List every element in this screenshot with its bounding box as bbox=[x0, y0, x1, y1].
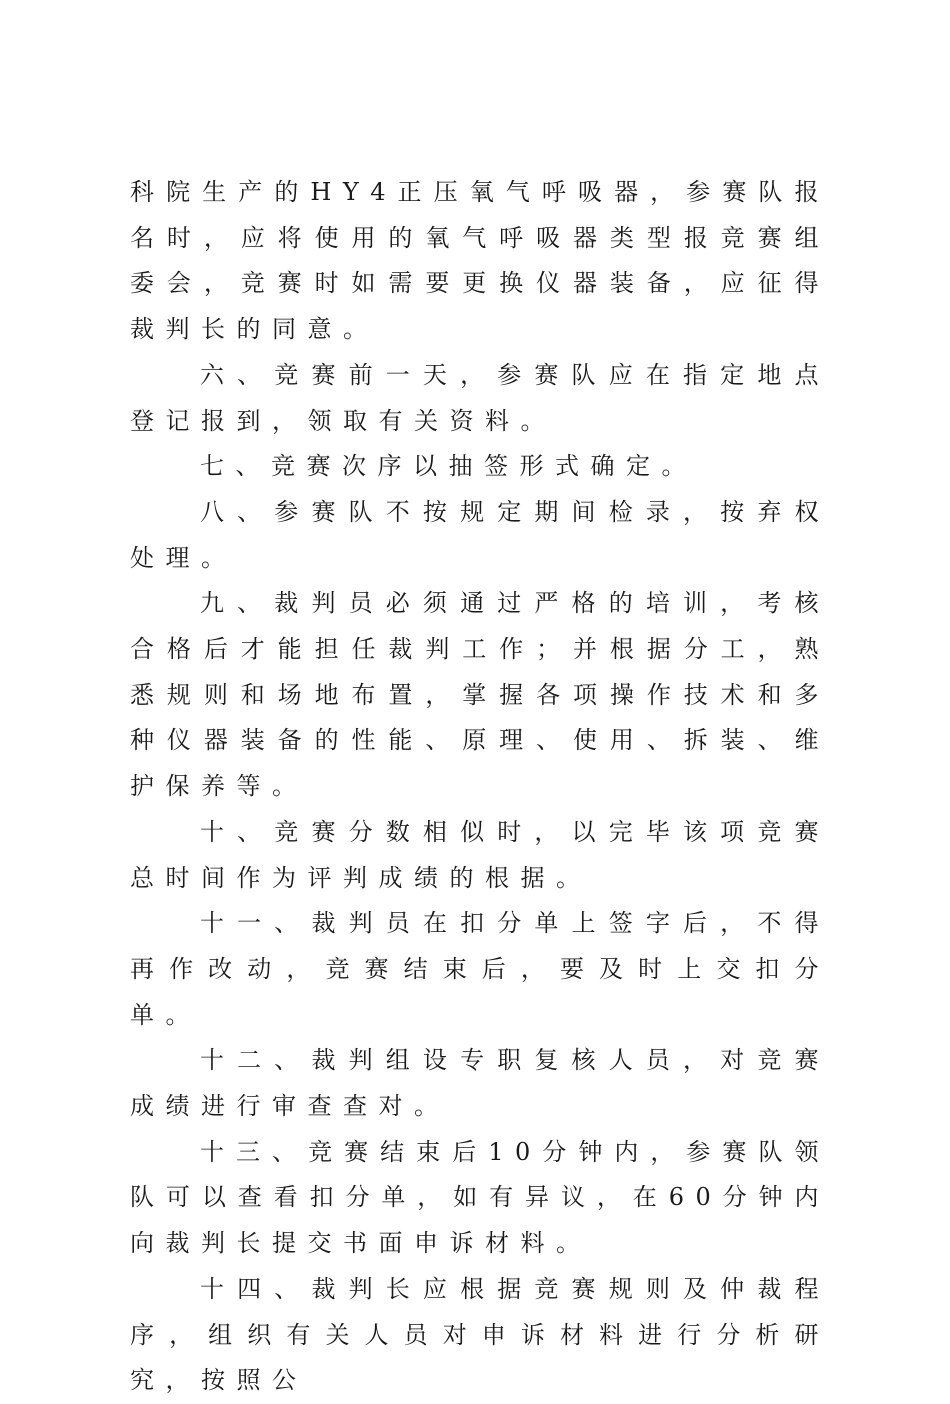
paragraph-item-11: 十一、裁判员在扣分单上签字后，不得再作改动，竞赛结束后，要及时上交扣分单。 bbox=[130, 909, 830, 1029]
paragraph-item-10: 十、竞赛分数相似时，以完毕该项竞赛总时间作为评判成绩的根据。 bbox=[130, 817, 830, 892]
document-body bbox=[130, 170, 830, 1404]
paragraph-item-8: 八、参赛队不按规定期间检录，按弃权处理。 bbox=[130, 497, 830, 572]
paragraph-item-6: 六、竞赛前一天，参赛队应在指定地点登记报到，领取有关资料。 bbox=[130, 360, 830, 435]
paragraph-item-7: 七、竞赛次序以抽签形式确定。 bbox=[200, 452, 697, 481]
paragraph-item-14: 十四、裁判长应根据竞赛规则及仲裁程序，组织有关人员对申诉材料进行分析研究，按照公 bbox=[130, 1274, 830, 1395]
paragraph-continuation: 科院生产的HY4正压氧气呼吸器，参赛队报名时，应将使用的氧气呼吸器类型报竞赛组委会，竞赛时如需要更换仪器装备，应征得裁判长的同意。 bbox=[130, 178, 830, 344]
paragraph-item-9: 九、裁判员必须通过严格的培训，考核合格后才能担任裁判工作；并根据分工，熟悉规则和场地布置，掌握各项操作技术和多种仪器装备的性能、原理、使用、拆装、维护保养等。 bbox=[130, 589, 830, 801]
paragraph-item-12: 十二、裁判组设专职复核人员，对竞赛成绩进行审查查对。 bbox=[130, 1046, 830, 1121]
paragraph-item-13: 十三、竞赛结束后10分钟内，参赛队领队可以查看扣分单，如有异议，在60分钟内向裁判长提交书面申诉材料。 bbox=[130, 1137, 830, 1258]
